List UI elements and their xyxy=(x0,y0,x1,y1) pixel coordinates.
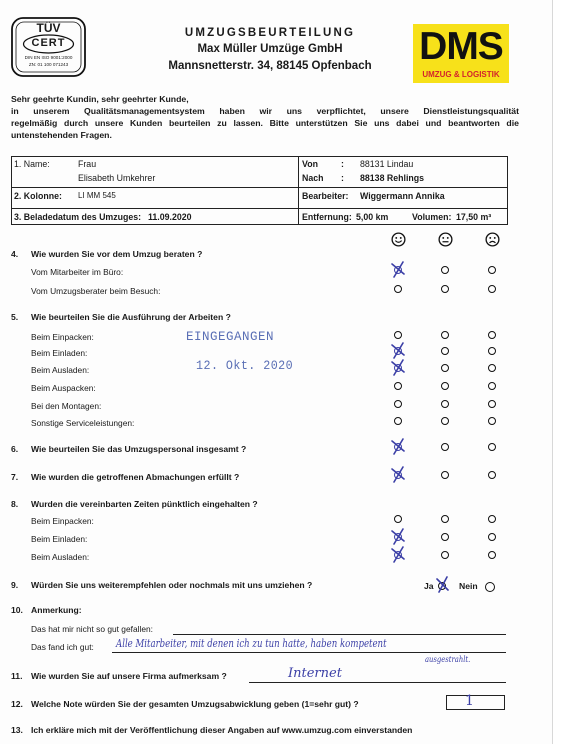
received-stamp-text: EINGEGANGEN xyxy=(186,330,275,344)
intro-line-1: in unserem Qualitätsmanagementsystem haben wir uns verpflichtet, unsere Dienstleistungsqualität xyxy=(11,106,519,116)
q9-yes-label: Ja xyxy=(424,581,434,591)
question-number: 9. xyxy=(11,580,19,590)
q9-no-label: Nein xyxy=(459,581,478,591)
rating-radio[interactable] xyxy=(488,443,496,451)
rating-radio[interactable] xyxy=(441,347,449,355)
question-13-text: Ich erkläre mich mit der Veröffentlichung dieser Angaben auf www.umzug.com einverstanden xyxy=(31,725,413,735)
question-number: 5. xyxy=(11,312,19,322)
q10-bad-answer-line[interactable] xyxy=(173,634,506,635)
q8-item-label: Beim Einpacken: xyxy=(31,516,94,526)
rating-radio[interactable] xyxy=(488,285,496,293)
table-divider xyxy=(11,187,508,188)
question-6-text: Wie beurteilen Sie das Umzugspersonal insgesamt ? xyxy=(31,444,247,454)
rating-radio[interactable] xyxy=(488,266,496,274)
distance-value: 5,00 km xyxy=(356,212,389,222)
q9-yes-checkmark-icon xyxy=(433,575,451,593)
table-divider xyxy=(11,208,508,209)
q12-grade-answer: 1 xyxy=(465,693,474,709)
q9-no-radio[interactable] xyxy=(485,582,495,592)
rating-radio[interactable] xyxy=(488,471,496,479)
rating-radio[interactable] xyxy=(441,266,449,274)
rating-radio[interactable] xyxy=(394,400,402,408)
tuv-logo-top: TÜV xyxy=(36,21,61,35)
dms-logo-text: DMS xyxy=(419,25,503,68)
rating-radio[interactable] xyxy=(488,347,496,355)
tuv-logo-cert: CERT xyxy=(31,37,66,49)
bearbeiter-label: Bearbeiter: xyxy=(302,191,349,201)
customer-name: Elisabeth Umkehrer xyxy=(78,173,156,183)
rating-radio[interactable] xyxy=(394,331,402,339)
checkmark-icon xyxy=(389,527,407,545)
volume-label: Volumen: xyxy=(412,212,452,222)
dms-logo xyxy=(413,24,509,83)
intro-greeting: Sehr geehrte Kundin, sehr geehrter Kunde, xyxy=(11,94,189,104)
rating-radio[interactable] xyxy=(441,533,449,541)
rating-radio[interactable] xyxy=(441,515,449,523)
checkmark-icon xyxy=(389,545,407,563)
question-5-text: Wie beurteilen Sie die Ausführung der Arbeiten ? xyxy=(31,312,231,322)
to-label: Nach xyxy=(302,173,324,183)
table-divider xyxy=(298,156,299,225)
rating-radio[interactable] xyxy=(394,285,402,293)
question-number: 8. xyxy=(11,499,19,509)
received-stamp-date: 12. Okt. 2020 xyxy=(196,358,294,373)
rating-radio[interactable] xyxy=(441,471,449,479)
rating-radio[interactable] xyxy=(441,400,449,408)
question-number: 10. xyxy=(11,605,23,615)
tuv-logo-line1: DIN EN ISO 9001:2000 xyxy=(24,55,73,60)
name-salutation: Frau xyxy=(78,159,97,169)
q10-bad-label: Das hat mir nicht so gut gefallen: xyxy=(31,624,153,634)
question-8-text: Wurden die vereinbarten Zeiten pünktlich eingehalten ? xyxy=(31,499,258,509)
question-11-text: Wie wurden Sie auf unsere Firma aufmerksam ? xyxy=(31,671,227,681)
intro-line-3: untenstehenden Fragen. xyxy=(11,130,112,140)
question-number: 7. xyxy=(11,472,19,482)
smiley-neutral-icon xyxy=(438,232,453,247)
rating-radio[interactable] xyxy=(488,400,496,408)
question-10-text: Anmerkung: xyxy=(31,605,82,615)
question-7-text: Wie wurden die getroffenen Abmachungen erfüllt ? xyxy=(31,472,240,482)
rating-radio[interactable] xyxy=(488,417,496,425)
q5-item-label: Beim Auspacken: xyxy=(31,383,96,393)
rating-radio[interactable] xyxy=(441,551,449,559)
company-address: Mannsnetterstr. 34, 88145 Opfenbach xyxy=(168,60,372,72)
q4-item-label: Vom Mitarbeiter im Büro: xyxy=(31,267,124,277)
q10-good-answer-continued: ausgestrahlt. xyxy=(425,655,471,664)
rating-radio[interactable] xyxy=(441,443,449,451)
rating-radio[interactable] xyxy=(394,417,402,425)
q12-grade-box[interactable] xyxy=(446,695,505,710)
question-12-text: Welche Note würden Sie der gesamten Umzugsabwicklung geben (1=sehr gut) ? xyxy=(31,699,359,709)
question-number: 11. xyxy=(11,671,23,681)
tuv-logo-line2: ZN: 01 100 071243 xyxy=(28,62,69,67)
to-colon: : xyxy=(341,173,344,183)
q5-item-label: Beim Einpacken: xyxy=(31,332,94,342)
dms-logo-subtitle: UMZUG & LOGISTIK xyxy=(422,70,500,79)
checkmark-icon xyxy=(389,437,407,455)
q10-good-answer: Alle Mitarbeiter, mit denen ich zu tun hatte, haben kompetent xyxy=(116,637,387,650)
from-label: Von xyxy=(302,159,318,169)
q11-answer: Internet xyxy=(288,666,342,681)
checkmark-icon xyxy=(389,341,407,359)
rating-radio[interactable] xyxy=(488,364,496,372)
rating-radio[interactable] xyxy=(394,515,402,523)
rating-radio[interactable] xyxy=(394,382,402,390)
question-number: 13. xyxy=(11,725,23,735)
form-title: UMZUGSBEURTEILUNG xyxy=(184,27,356,39)
question-number: 6. xyxy=(11,444,19,454)
checkmark-icon xyxy=(389,260,407,278)
kolonne-value: LI MM 545 xyxy=(78,191,116,200)
volume-value: 17,50 m³ xyxy=(456,212,492,222)
smiley-happy-icon xyxy=(391,232,406,247)
rating-radio[interactable] xyxy=(441,331,449,339)
q5-item-label: Sonstige Serviceleistungen: xyxy=(31,418,135,428)
checkmark-icon xyxy=(389,465,407,483)
question-9-text: Würden Sie uns weiterempfehlen oder nochmals mit uns umziehen ? xyxy=(31,580,313,590)
date-label: 3. Beladedatum des Umzuges: xyxy=(14,212,142,222)
q10-good-label: Das fand ich gut: xyxy=(31,642,94,652)
from-value: 88131 Lindau xyxy=(360,159,414,169)
rating-radio[interactable] xyxy=(441,417,449,425)
question-4-text: Wie wurden Sie vor dem Umzug beraten ? xyxy=(31,249,203,259)
rating-radio[interactable] xyxy=(441,364,449,372)
q10-good-answer-line[interactable] xyxy=(112,652,506,653)
date-value: 11.09.2020 xyxy=(148,212,192,222)
name-label: 1. Name: xyxy=(14,159,50,169)
rating-radio[interactable] xyxy=(488,331,496,339)
rating-radio[interactable] xyxy=(441,285,449,293)
rating-radio[interactable] xyxy=(488,551,496,559)
q11-answer-line[interactable] xyxy=(249,682,506,683)
q5-item-label: Bei den Montagen: xyxy=(31,401,102,411)
rating-radio[interactable] xyxy=(488,382,496,390)
to-value: 88138 Rehlings xyxy=(360,173,425,183)
question-number: 4. xyxy=(11,249,19,259)
smiley-sad-icon xyxy=(485,232,500,247)
kolonne-label: 2. Kolonne: xyxy=(14,191,62,201)
intro-line-2: regelmäßig durch unsere Kunden beurteilen zu lassen. Bitte unterstützen Sie uns dabei und beantworten die xyxy=(11,118,519,128)
rating-radio[interactable] xyxy=(441,382,449,390)
bearbeiter-value: Wiggermann Annika xyxy=(360,191,445,201)
from-colon: : xyxy=(341,159,344,169)
q8-item-label: Beim Einladen: xyxy=(31,534,88,544)
q4-item-label: Vom Umzugsberater beim Besuch: xyxy=(31,286,161,296)
company-name: Max Müller Umzüge GmbH xyxy=(197,43,343,55)
rating-radio[interactable] xyxy=(488,533,496,541)
q5-item-label: Beim Einladen: xyxy=(31,348,88,358)
q8-item-label: Beim Ausladen: xyxy=(31,552,90,562)
checkmark-icon xyxy=(389,358,407,376)
distance-label: Entfernung: xyxy=(302,212,352,222)
question-number: 12. xyxy=(11,699,23,709)
q5-item-label: Beim Ausladen: xyxy=(31,365,90,375)
rating-radio[interactable] xyxy=(488,515,496,523)
